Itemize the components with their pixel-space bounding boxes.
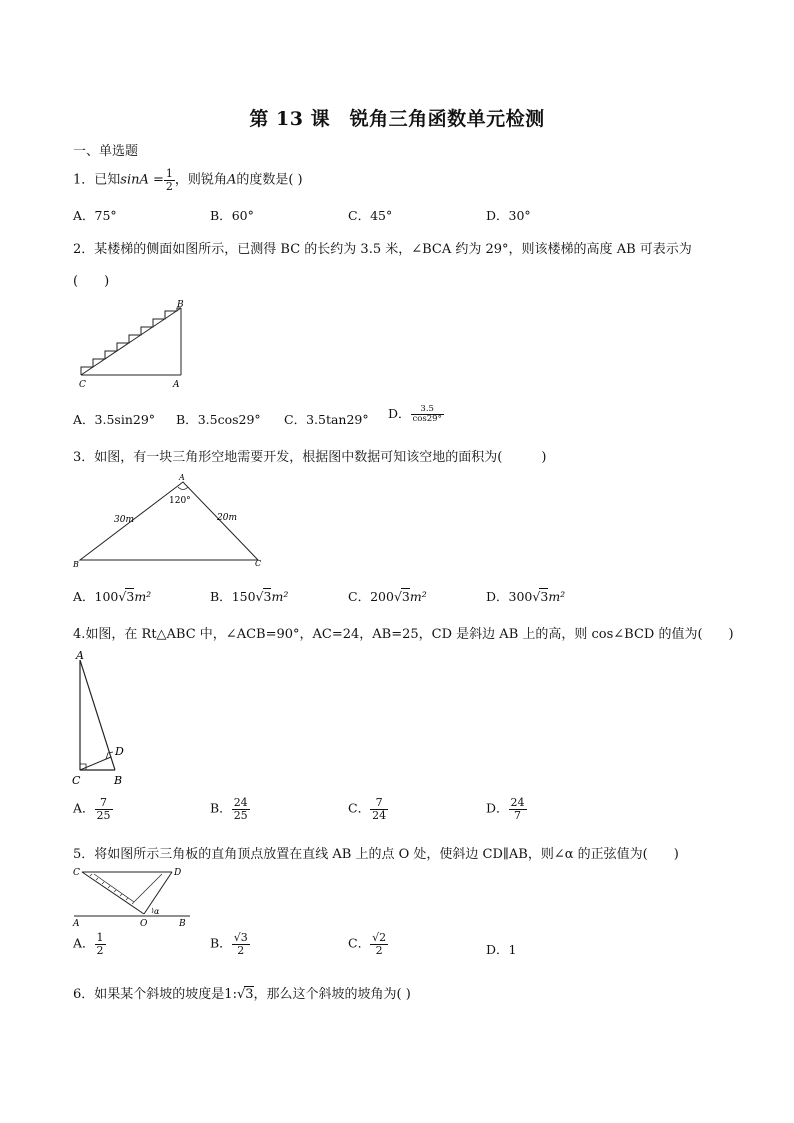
question-1: 1．已知sinA = $\frac{1}{2}$ ，则锐角A的度数是( ) <box>73 167 303 193</box>
option-b[interactable]: B．150√3m² <box>210 589 289 604</box>
staircase-figure <box>76 298 196 390</box>
option-d[interactable]: D．300√3m² <box>486 589 566 604</box>
option-c[interactable]: C．3.5tan29° <box>284 412 369 427</box>
fraction: $\frac{1}{2}$ <box>165 167 173 193</box>
angle-alpha: α <box>154 907 160 916</box>
vertex-d: D <box>174 868 182 878</box>
point-a: A <box>73 919 80 928</box>
triangle-figure <box>70 470 270 570</box>
side-ab-label: 30m <box>114 515 134 525</box>
label-b: B <box>177 300 184 310</box>
label-a: A <box>173 380 180 390</box>
option-b[interactable]: B． $\frac{√3}{2}$ <box>210 931 248 957</box>
option-d[interactable]: D． $\frac{3.5}{\cos 29^\circ}$ <box>388 404 442 424</box>
vertex-c: C <box>255 559 262 568</box>
option-c[interactable]: C．45° <box>348 208 393 223</box>
vertex-b: B <box>73 560 79 569</box>
page-title: 第 13 课 锐角三角函数单元检测 <box>249 108 545 130</box>
vertex-a: A <box>179 473 185 482</box>
option-b[interactable]: B． $\frac{24}{25}$ <box>210 796 248 822</box>
label-c: C <box>79 380 86 390</box>
vertex-d: D <box>115 745 124 758</box>
vertex-a: A <box>76 649 84 662</box>
question-3: 3．如图，有一块三角形空地需要开发，根据图中数据可知该空地的面积为( ) <box>73 450 547 465</box>
question-text: 已知 <box>94 172 121 188</box>
option-b[interactable]: B．60° <box>210 208 254 223</box>
set-square-figure <box>70 864 196 928</box>
question-5: 5．将如图所示三角板的直角顶点放置在直线 AB 上的点 O 处，使斜边 CD∥AB，则∠α 的正弦值为( ) <box>73 847 679 862</box>
angle-label: 120° <box>169 496 191 506</box>
option-c[interactable]: C． $\frac{√2}{2}$ <box>348 931 387 957</box>
right-triangle-figure <box>70 646 132 788</box>
question-number: 1． <box>73 172 95 188</box>
vertex-c: C <box>72 774 81 787</box>
option-d[interactable]: D．1 <box>486 942 517 957</box>
math-expression: sinA = <box>120 172 164 188</box>
option-a[interactable]: A． $\frac{1}{2}$ <box>73 931 104 957</box>
option-a[interactable]: A． $\frac{7}{25}$ <box>73 796 111 822</box>
vertex-b: B <box>114 774 123 787</box>
option-d[interactable]: D． $\frac{24}{7}$ <box>486 796 525 822</box>
vertex-c: C <box>73 868 80 878</box>
question-4: 4.如图，在 Rt△ABC 中，∠ACB=90°，AC=24，AB=25，CD 是斜边 AB 上的高，则 cos∠BCD 的值为( ) <box>73 627 734 642</box>
option-a[interactable]: A．75° <box>73 208 117 223</box>
section-heading: 一、单选题 <box>73 144 139 159</box>
option-a[interactable]: A．3.5sin29° <box>73 412 156 427</box>
option-c[interactable]: C．200√3m² <box>348 589 427 604</box>
option-d[interactable]: D．30° <box>486 208 531 223</box>
option-a[interactable]: A．100√3m² <box>73 589 152 604</box>
option-c[interactable]: C． $\frac{7}{24}$ <box>348 796 387 822</box>
question-2: 2．某楼梯的侧面如图所示，已测得 BC 的长约为 3.5 米，∠BCA 约为 29°，则该楼梯的高度 AB 可表示为 <box>73 242 692 257</box>
option-b[interactable]: B．3.5cos29° <box>176 412 261 427</box>
answer-paren: ( ) <box>73 274 110 289</box>
point-b: B <box>179 919 186 928</box>
side-ac-label: 20m <box>217 513 237 523</box>
question-6: 6．如果某个斜坡的坡度是1:√3，那么这个斜坡的坡角为( ) <box>73 987 411 1002</box>
point-o: O <box>140 919 148 928</box>
